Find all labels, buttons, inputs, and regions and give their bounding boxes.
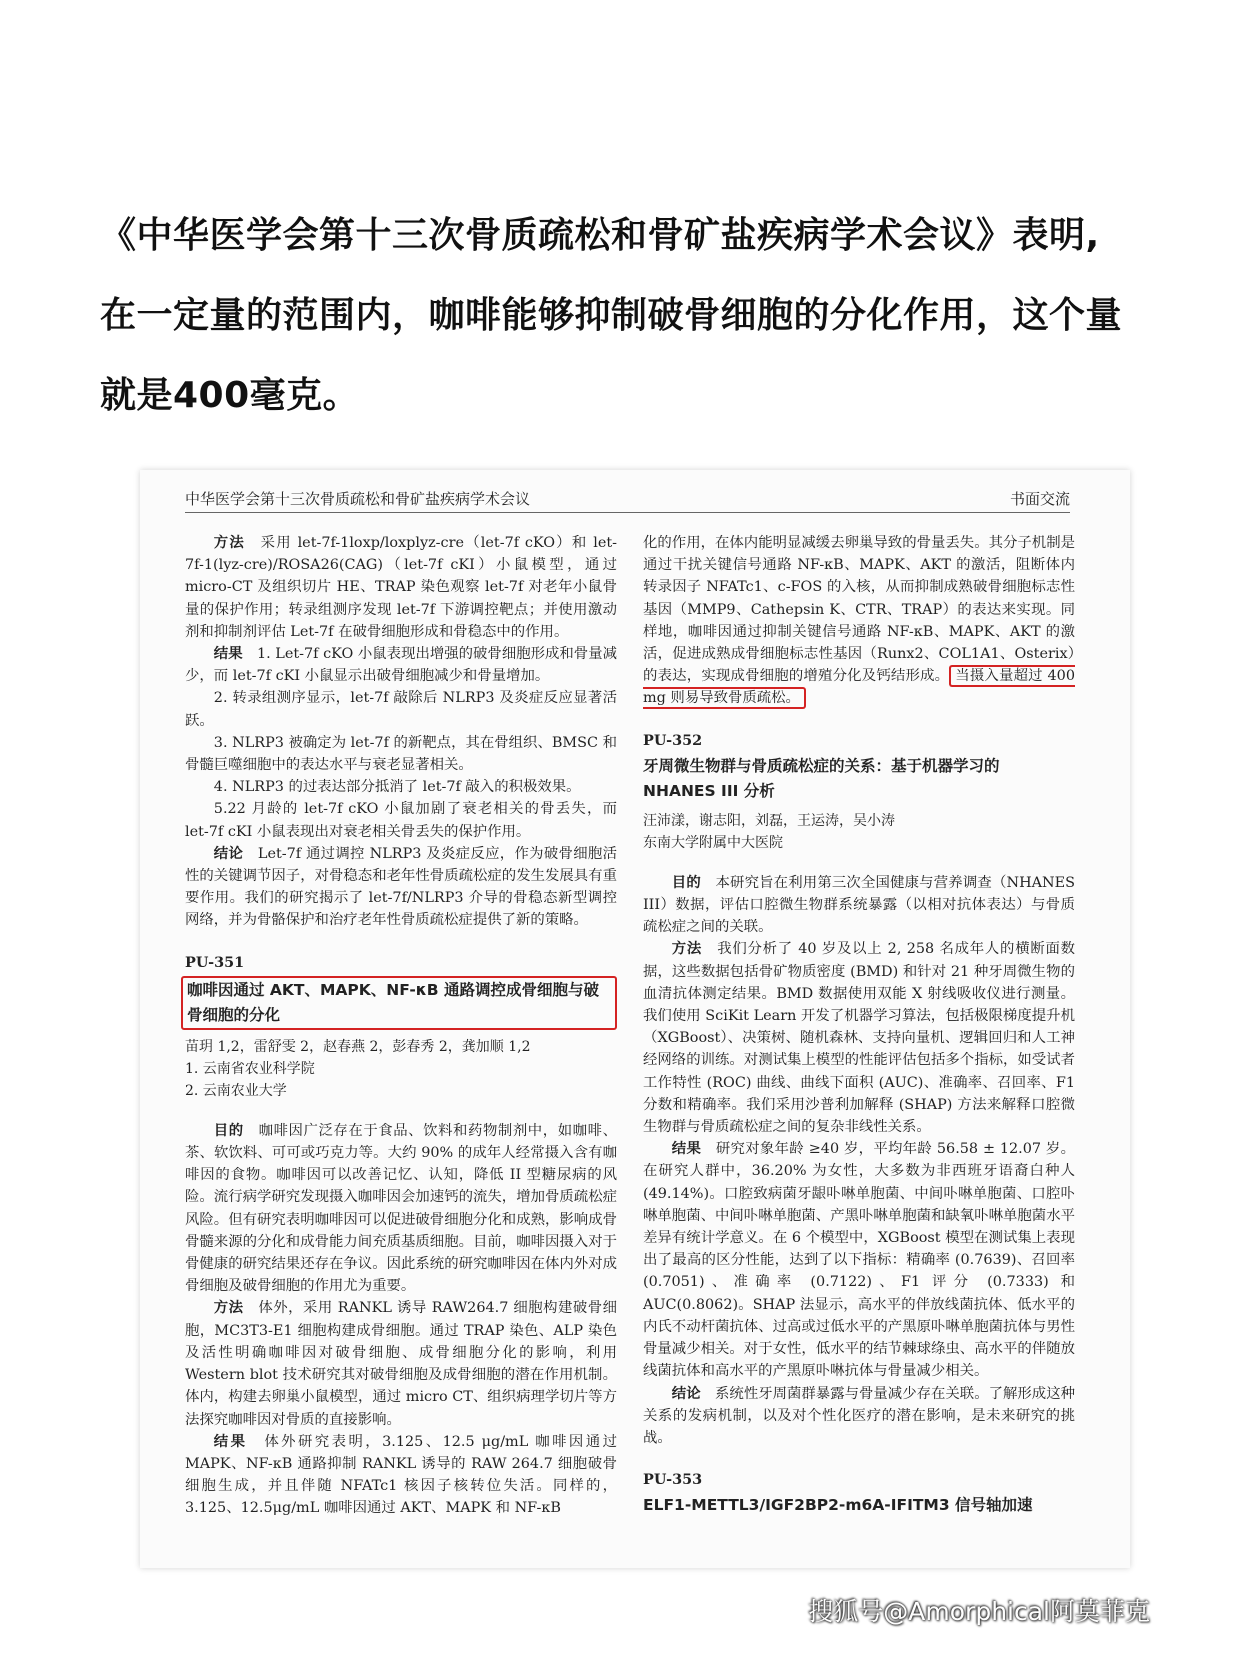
paper-scan [140, 470, 1130, 1568]
paragraph: 结果 体外研究表明，3.125、12.5 μg/mL 咖啡因通过 MAPK、NF-κB 通路抑制 RANKL 诱导的 RAW 264.7 细胞破骨细胞生成，并且伴随 NFATc1 核因子核转位失活。同样的，3.125、12.5μg/mL 咖啡因通过 AKT、MAPK 和 NF-κB [185, 1432, 617, 1517]
authors: 汪沛漾，谢志阳，刘磊，王运涛，吴小涛 [643, 812, 895, 829]
right-column [643, 532, 1075, 1524]
paragraph: 方法 我们分析了 40 岁及以上 2, 258 名成年人的横断面数据，这些数据包括骨矿物质密度 (BMD) 和针对 21 种牙周微生物的血清抗体测定结果。BMD 数据使用双能 X 射线吸收仪进行测量。我们使用 SciKit Learn 开发了机器学习算法，包括极限梯度提升机（XGBoost）、决策树、随机森林、支持向量机、逻辑回归和人工神经网络的训练。对测试集上模型的性能评估包括多个指标，如受试者工作特性 (ROC) 曲线、曲线下面积 (AUC)、准确率、召回率、F1 分数和精确率。我们采用沙普利加解释 (SHAP) 方法来解释口腔微生物群与骨质疏松症之间的复杂非线性关系。 [643, 940, 1075, 1136]
paragraph: 5.22 月龄的 let-7f cKO 小鼠加剧了衰老相关的骨丢失，而 let-7f cKI 小鼠表现出对衰老相关骨丢失的保护作用。 [185, 801, 617, 840]
affiliation: 1. 云南省农业科学院 [185, 1060, 315, 1077]
abstract-code: PU-351 [185, 953, 245, 971]
left-column [185, 532, 617, 1520]
highlight-title-box: 咖啡因通过 AKT、MAPK、NF-κB 通路调控成骨细胞与破骨细胞的分化 [181, 976, 617, 1030]
affiliation: 东南大学附属中大医院 [643, 834, 783, 851]
paragraph: 4. NLRP3 的过表达部分抵消了 let-7f 敲入的积极效果。 [213, 779, 581, 796]
caption-text [100, 196, 1180, 436]
paragraph: 3. NLRP3 被确定为 let-7f 的新靶点，其在骨组织、BMSC 和骨髓巨噬细胞中的表达水平与衰老显著相关。 [185, 734, 617, 774]
highlight-dose-box: 当摄入量超过 400 mg 则易导致骨质疏松。 [643, 665, 1075, 709]
affiliation: 2. 云南农业大学 [185, 1082, 287, 1099]
paragraph: 结论 Let-7f 通过调控 NLRP3 及炎症反应，作为破骨细胞活性的关键调节因子，对骨稳态和老年性骨质疏松症的发生发展具有重要作用。我们的研究揭示了 let-7f/NLRP3 介导的骨稳态新型调控网络，并为骨骼保护和治疗老年性骨质疏松症提供了新的策略。 [185, 844, 617, 929]
paragraph: 目的 咖啡因广泛存在于食品、饮料和药物制剂中，如咖啡、茶、软饮料、可可或巧克力等。大约 90% 的成年人经常摄入含有咖啡因的食物。咖啡因可以改善记忆、认知，降低 II 型糖尿病的风险。流行病学研究发现摄入咖啡因会加速钙的流失，增加骨质疏松症风险。但有研究表明咖啡因可以促进破骨细胞分化和成熟，影响成骨骨髓来源的分化和成骨能力间充质基质细胞。目前，咖啡因摄入对于骨健康的研究结果还存在争议。因此系统的研究咖啡因在体内外对成骨细胞及破骨细胞的作用尤为重要。 [185, 1121, 617, 1295]
paragraph: 化的作用，在体内能明显减缓去卵巢导致的骨量丢失。其分子机制是通过干扰关键信号通路 NF-κB、MAPK、AKT 的激活，阻断体内转录因子 NFATc1、c-FOS 的入核，从而抑制成熟破骨细胞标志性基因（MMP9、Cathepsin K、CTR、TRAP）的表达来实现。同样地，咖啡因通过抑制关键信号通路 NF-κB、MAPK、AKT 的激活，促进成熟成骨细胞标志性基因（Runx2、COL1A1、Osterix）的表达，实现成骨细胞的增殖分化及钙结形成。 当摄入量超过 400 mg 则易导致骨质疏松。 [643, 532, 1075, 710]
header-conference-name: 中华医学会第十三次骨质疏松和骨矿盐疾病学术会议 [185, 490, 531, 508]
caption-line-3: 就是400毫克。 [100, 375, 360, 416]
caption-line-1: 《中华医学会第十三次骨质疏松和骨矿盐疾病学术会议》表明, [100, 215, 1100, 256]
paragraph: 2. 转录组测序显示，let-7f 敲除后 NLRP3 及炎症反应显著活跃。 [185, 690, 617, 729]
paragraph: 方法 体外，采用 RANKL 诱导 RAW264.7 细胞构建破骨细胞，MC3T3-E1 细胞构建成骨细胞。通过 TRAP 染色、ALP 染色及活性明确咖啡因对破骨细胞、成骨细胞分化的影响，利用 Western blot 技术研究其对破骨细胞及成骨细胞的潜在作用机制。体内，构建去卵巢小鼠模型，通过 micro CT、组织病理学切片等方法探究咖啡因对骨质的直接影响。 [185, 1299, 617, 1428]
abstract-title: ELF1-METTL3/IGF2BP2-m6A-IFITM3 信号轴加速 [643, 1496, 1033, 1515]
paragraph: 目的 本研究旨在利用第三次全国健康与营养调查（NHANES III）数据，评估口腔微生物群系统暴露（以相对抗体表达）与骨质疏松症之间的关联。 [643, 873, 1075, 936]
abstract-code: PU-352 [643, 731, 703, 749]
paragraph: 结论 系统性牙周菌群暴露与骨量减少存在关联。了解形成这种关系的发病机制，以及对个性化医疗的潜在影响，是未来研究的挑战。 [643, 1384, 1075, 1446]
abstract-title: 牙周微生物群与骨质疏松症的关系：基于机器学习的 NHANES III 分析 [643, 756, 1000, 800]
running-header [185, 486, 1070, 513]
watermark: 搜狐号@Amorphical阿莫菲克 [808, 1597, 1150, 1626]
paragraph: 方法 采用 let-7f-1loxp/loxplyz-cre（let-7f cKO）和 let-7f-1(lyz-cre)/ROSA26(CAG)（let-7f cKI）小鼠模型，通过 micro-CT 及组织切片 HE、TRAP 染色观察 let-7f 对老年小鼠骨量的保护作用；转录组测序发现 let-7f 下游调控靶点；并使用激动剂和抑制剂评估 Let-7f 在破骨细胞形成和骨稳态中的作用。 [185, 534, 617, 640]
authors: 苗玥 1,2，雷舒雯 2，赵春燕 2，彭春秀 2，龚加顺 1,2 [185, 1038, 531, 1055]
paragraph: 结果 研究对象年龄 ≥40 岁，平均年龄 56.58 ± 12.07 岁。在研究人群中，36.20% 为女性，大多数为非西班牙语裔白种人 (49.14%)。口腔致病菌牙龈卟啉单胞菌、中间卟啉单胞菌、口腔卟啉单胞菌、中间卟啉单胞菌、产黑卟啉单胞菌和缺氧卟啉单胞菌水平差异有统计学意义。在 6 个模型中，XGBoost 模型在测试集上表现出了最高的区分性能，达到了以下指标：精确率 (0.7639)、召回率 (0.7051)、准确率 (0.7122)、F1 评分 (0.7333) 和 AUC(0.8062)。SHAP 法显示，高水平的伴放线菌抗体、低水平的内氏不动杆菌抗体、过高或过低水平的产黑原卟啉单胞菌抗体与男性骨量减少相关。对于女性，低水平的结节棘球绦虫、高水平的伴随放线菌抗体和高水平的产黑原卟啉抗体与骨量减少相关。 [643, 1140, 1075, 1380]
header-section: 书面交流 [1009, 490, 1070, 508]
caption-line-2: 在一定量的范围内，咖啡能够抑制破骨细胞的分化作用，这个量 [100, 295, 1123, 336]
abstract-title [185, 976, 617, 1030]
abstract-code: PU-353 [643, 1471, 703, 1489]
paragraph: 结果 1. Let-7f cKO 小鼠表现出增强的破骨细胞形成和骨量减少，而 let-7f cKI 小鼠显示出破骨细胞减少和骨量增加。 [185, 645, 617, 685]
